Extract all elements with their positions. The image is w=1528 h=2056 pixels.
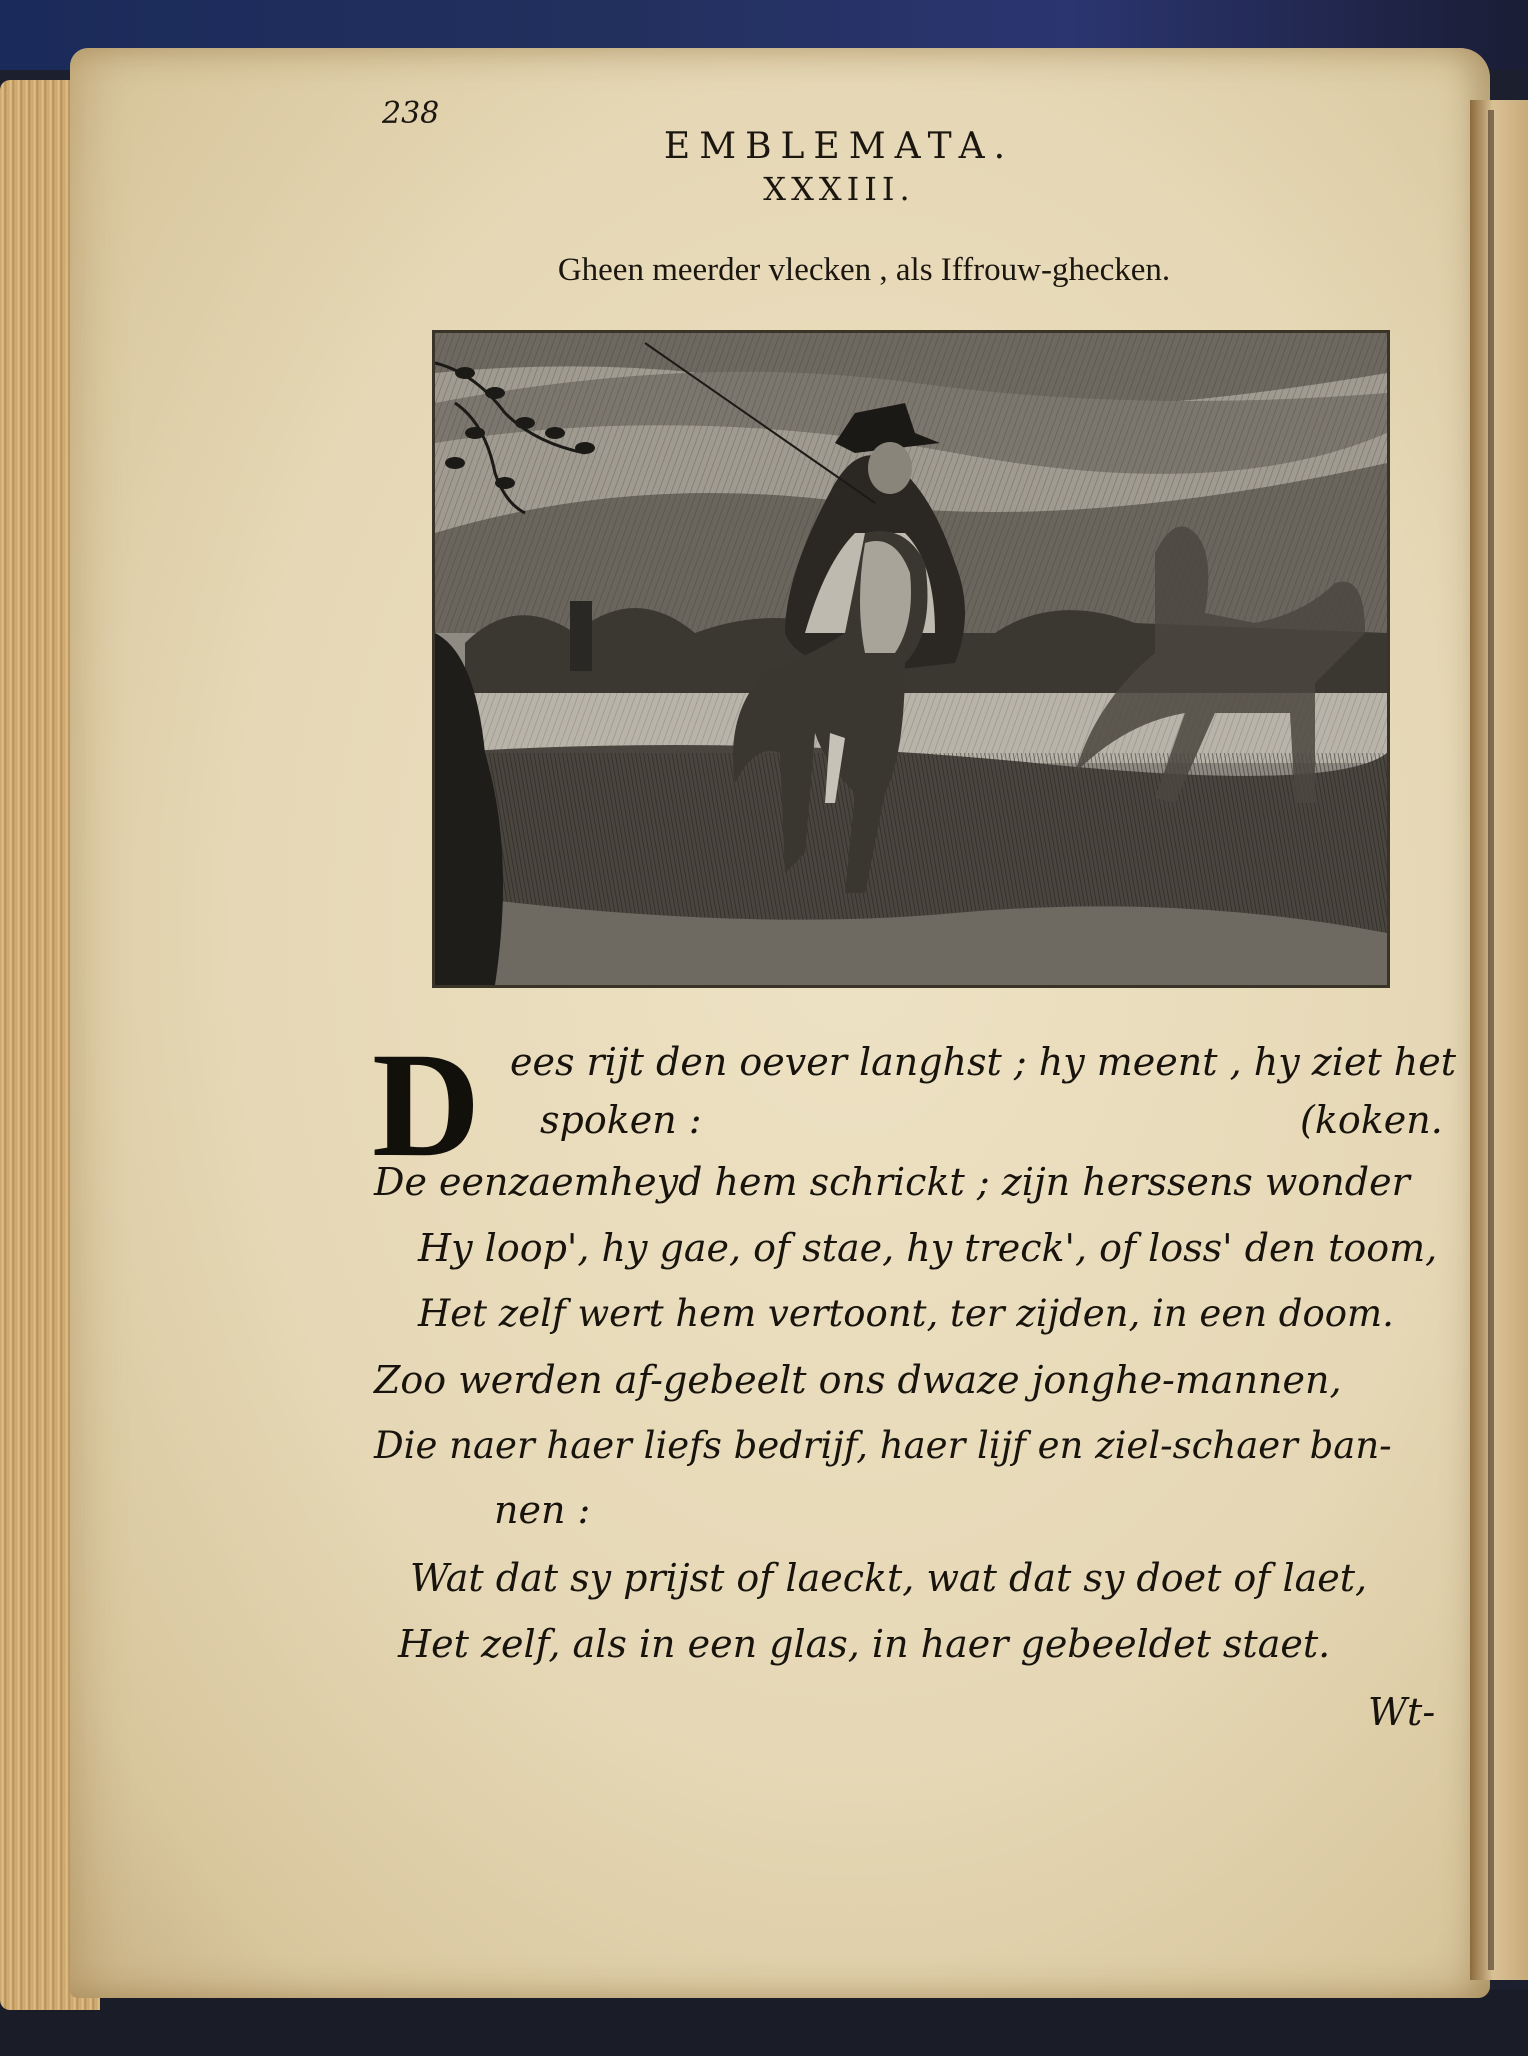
emblem-motto: Gheen meerder vlecken , als Iffrouw-ghecken. bbox=[557, 252, 1171, 288]
book-gutter bbox=[1470, 100, 1528, 1980]
gutter-shadow bbox=[1488, 110, 1494, 1970]
verse-line-8: nen : bbox=[494, 1488, 591, 1532]
engraving-rider-illustration bbox=[435, 333, 1387, 985]
verse-line-10: Het zelf, als in een glas, in haer gebeeldet staet. bbox=[398, 1622, 1331, 1666]
running-title: EMBLEMATA. bbox=[663, 126, 1015, 167]
verse-line-9: Wat dat sy prijst of laeckt, wat dat sy doet of laet, bbox=[410, 1556, 1368, 1600]
background-bottom bbox=[0, 1990, 1528, 2056]
drop-cap: D bbox=[372, 1022, 481, 1188]
verse-line-3: De eenzaemheyd hem schrickt ; zijn herssens wonder bbox=[374, 1160, 1410, 1204]
verse-line-2: spoken : bbox=[540, 1098, 702, 1142]
emblem-numeral: XXXIII. bbox=[763, 170, 915, 208]
verse-line-6: Zoo werden af-gebeelt ons dwaze jonghe-mannen, bbox=[374, 1358, 1342, 1402]
verse-line-4: Hy loop', hy gae, of stae, hy treck', of loss' den toom, bbox=[418, 1226, 1438, 1270]
catchword: Wt- bbox=[1368, 1690, 1436, 1734]
verse-line-5: Het zelf wert hem vertoont, ter zijden, in een doom. bbox=[418, 1292, 1394, 1335]
page-number: 238 bbox=[382, 96, 440, 131]
verse-line-2-turnover: (koken. bbox=[1300, 1098, 1443, 1142]
verse-line-7: Die naer haer liefs bedrijf, haer lijf en ziel-schaer ban- bbox=[374, 1424, 1392, 1467]
engraving-plate bbox=[432, 330, 1390, 988]
verse-line-1: ees rijt den oever langhst ; hy meent , hy ziet het bbox=[510, 1040, 1457, 1084]
